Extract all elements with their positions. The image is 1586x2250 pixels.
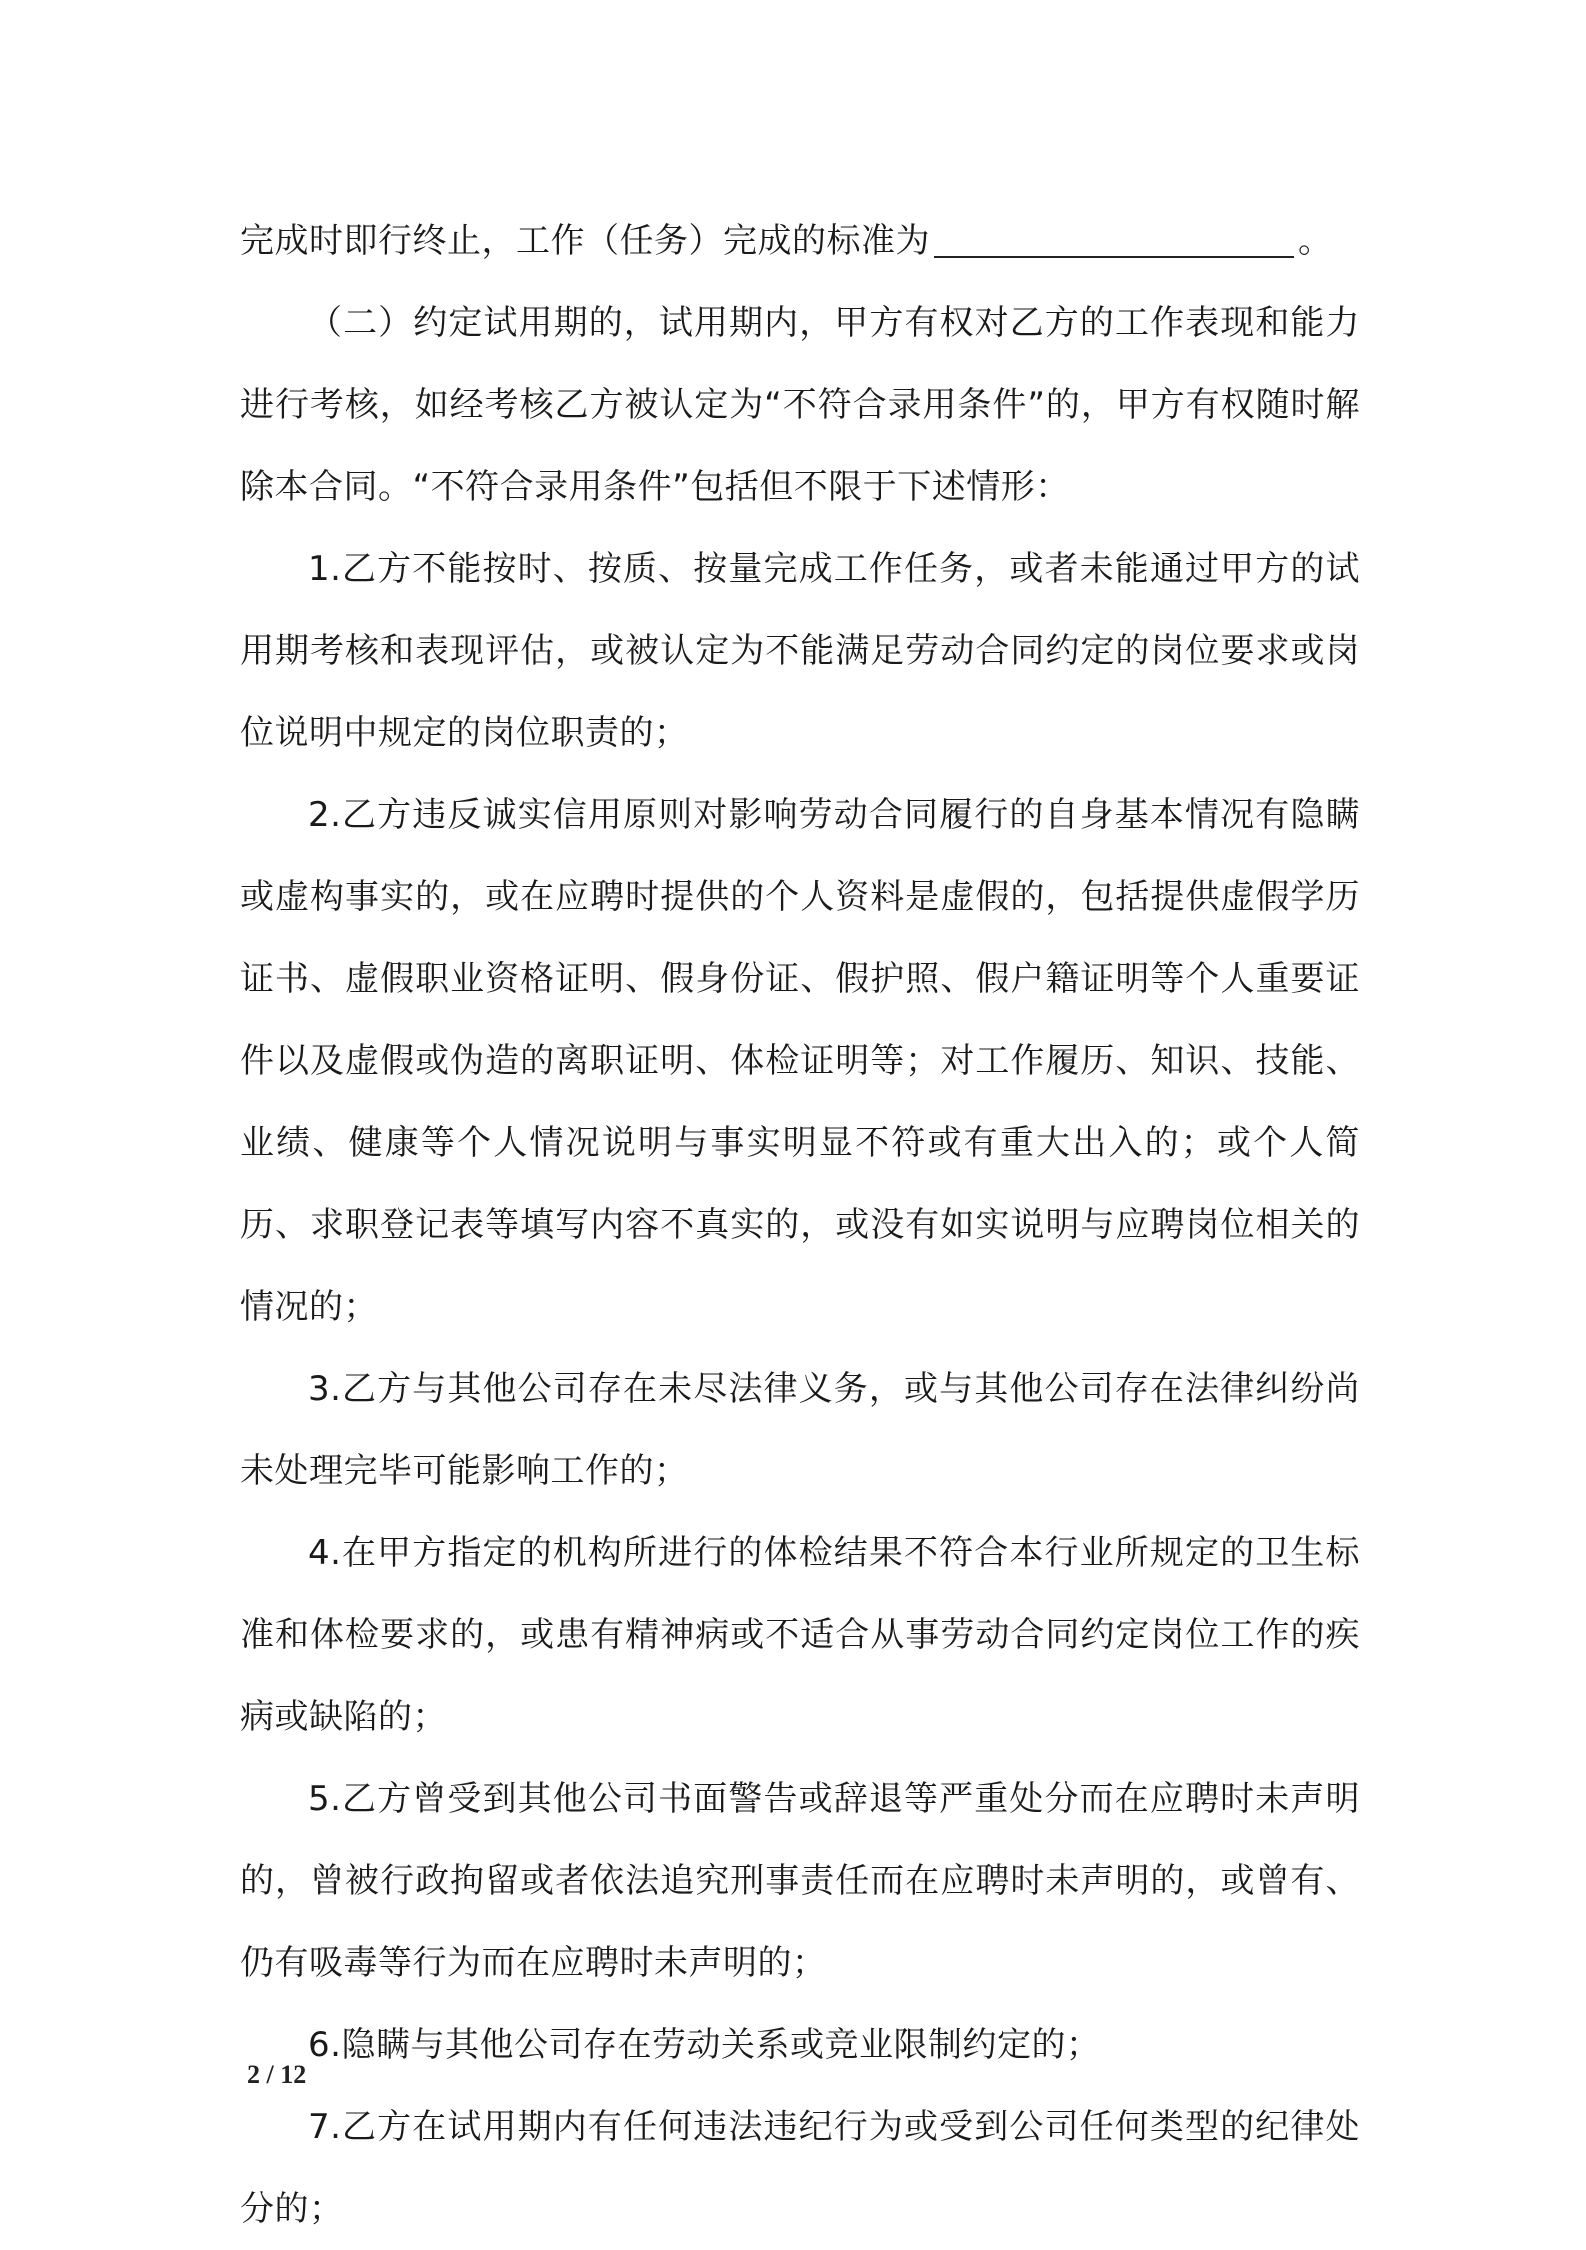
paragraph-item-1: 1.乙方不能按时、按质、按量完成工作任务，或者未能通过甲方的试用期考核和表现评估，或被认定为不能满足劳动合同约定的岗位要求或岗位说明中规定的岗位职责的；: [240, 549, 1360, 753]
paragraph-item-2: 2.乙方违反诚实信用原则对影响劳动合同履行的自身基本情况有隐瞒或虚构事实的，或在应聘时提供的个人资料是虚假的，包括提供虚假学历证书、虚假职业资格证明、假身份证、假护照、假户籍证明等个人重要证件以及虚假或伪造的离职证明、体检证明等；对工作履历、知识、技能、业绩、健康等个人情况说明与事实明显不符或有重大出入的；或个人简历、求职登记表等填写内容不真实的，或没有如实说明与应聘岗位相关的情况的；: [240, 795, 1360, 1327]
continuation-text: 完成时即行终止，工作（任务）完成的标准为: [240, 221, 930, 261]
continuation-end: 。: [1298, 221, 1333, 261]
page-number: 2 / 12: [247, 2060, 307, 2089]
paragraph-item-6: 6.隐瞒与其他公司存在劳动关系或竞业限制约定的；: [308, 2025, 1101, 2065]
paragraph-item-7: 7.乙方在试用期内有任何违法违纪行为或受到公司任何类型的纪律处分的；: [240, 2107, 1360, 2229]
paragraph-item-5: 5.乙方曾受到其他公司书面警告或辞退等严重处分而在应聘时未声明的，曾被行政拘留或者依法追究刑事责任而在应聘时未声明的，或曾有、仍有吸毒等行为而在应聘时未声明的；: [240, 1779, 1360, 1983]
paragraph-item-3: 3.乙方与其他公司存在未尽法律义务，或与其他公司存在法律纠纷尚未处理完毕可能影响工作的；: [240, 1369, 1360, 1491]
paragraph-item-4: 4.在甲方指定的机构所进行的体检结果不符合本行业所规定的卫生标准和体检要求的，或患有精神病或不适合从事劳动合同约定岗位工作的疾病或缺陷的；: [240, 1533, 1360, 1737]
paragraph-continuation: [240, 200, 1360, 282]
fill-in-blank: [934, 222, 1294, 258]
paragraph-probation-clause: （二）约定试用期的，试用期内，甲方有权对乙方的工作表现和能力进行考核，如经考核乙方被认定为“不符合录用条件”的，甲方有权随时解除本合同。“不符合录用条件”包括但不限于下述情形：: [240, 303, 1360, 507]
document-body: [240, 200, 1360, 2250]
